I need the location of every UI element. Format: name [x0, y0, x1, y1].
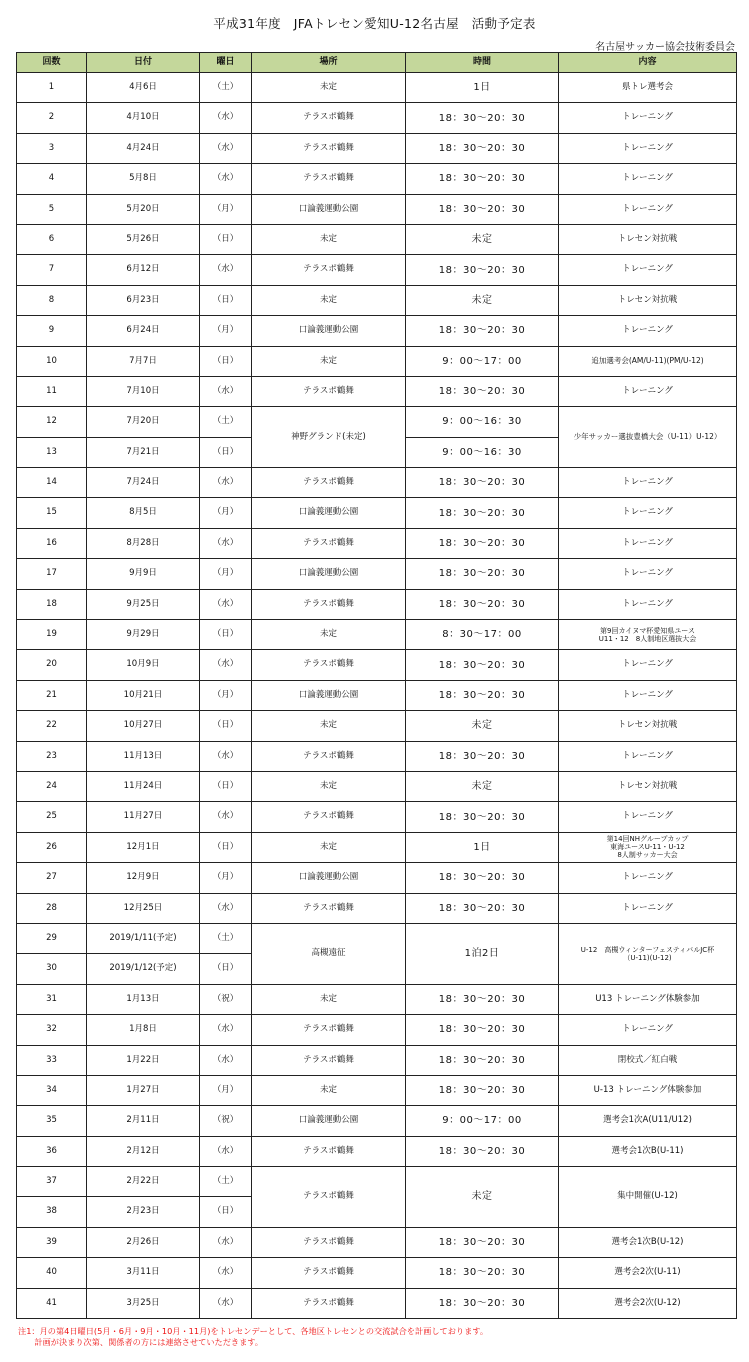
cell-date: 7月24日 — [87, 468, 200, 498]
cell-date: 10月9日 — [87, 650, 200, 680]
cell-day: （水） — [200, 164, 252, 194]
cell-time: 未定 — [406, 771, 559, 801]
cell-time: 未定 — [406, 711, 559, 741]
cell-no: 7 — [17, 255, 87, 285]
table-row — [17, 680, 737, 710]
page-title: 平成31年度 JFAトレセン愛知U-12名古屋 活動予定表 — [213, 16, 536, 31]
cell-date: 1月22日 — [87, 1045, 200, 1075]
table-row — [17, 1288, 737, 1318]
table-row — [17, 103, 737, 133]
cell-content: トレーニング — [559, 528, 737, 558]
cell-date: 2019/1/12(予定) — [87, 954, 200, 984]
cell-place: テラスポ鶴舞 — [252, 802, 406, 832]
cell-time: 18：30～20：30 — [406, 103, 559, 133]
cell-time: 18：30～20：30 — [406, 1075, 559, 1105]
cell-time: 9：00～16：30 — [406, 437, 559, 467]
cell-date: 1月13日 — [87, 984, 200, 1014]
header-time: 時間 — [406, 53, 559, 73]
cell-place: テラスポ鶴舞 — [252, 103, 406, 133]
cell-time: 18：30～20：30 — [406, 589, 559, 619]
cell-content: トレセン対抗戦 — [559, 711, 737, 741]
cell-date: 10月21日 — [87, 680, 200, 710]
table-row — [17, 255, 737, 285]
table-row — [17, 1167, 737, 1197]
organization-name: 名古屋サッカー協会技術委員会 — [595, 42, 735, 53]
cell-time: 1日 — [406, 73, 559, 103]
cell-no: 4 — [17, 164, 87, 194]
table-row — [17, 620, 737, 650]
cell-time: 18：30～20：30 — [406, 680, 559, 710]
cell-no: 39 — [17, 1227, 87, 1257]
cell-date: 1月27日 — [87, 1075, 200, 1105]
cell-content: U-13 トレーニング体験参加 — [559, 1075, 737, 1105]
cell-date: 8月28日 — [87, 528, 200, 558]
cell-day: （土） — [200, 923, 252, 953]
cell-day: （水） — [200, 1227, 252, 1257]
table-row — [17, 498, 737, 528]
cell-day: （水） — [200, 1288, 252, 1318]
schedule-table — [16, 52, 737, 1319]
cell-date: 1月8日 — [87, 1015, 200, 1045]
cell-date: 9月29日 — [87, 620, 200, 650]
cell-content: 第14回NHグループカップ 東海ユースU-11・U-12 8人制サッカー大会 — [559, 832, 737, 862]
cell-no: 17 — [17, 559, 87, 589]
cell-place: 口論義運動公園 — [252, 559, 406, 589]
cell-time: 未定 — [406, 1167, 559, 1228]
table-row — [17, 1075, 737, 1105]
footnote-line-2: 計画が決まり次第、関係者の方には連絡させていただきます。 — [18, 1337, 263, 1348]
table-row — [17, 741, 737, 771]
cell-content: トレーニング — [559, 164, 737, 194]
cell-content: トレーニング — [559, 316, 737, 346]
cell-date: 12月25日 — [87, 893, 200, 923]
table-row — [17, 559, 737, 589]
table-row — [17, 1015, 737, 1045]
cell-content: 第9回カイヌマ杯愛知県ユース U11・12 8人制地区選抜大会 — [559, 620, 737, 650]
cell-date: 11月13日 — [87, 741, 200, 771]
cell-date: 2月22日 — [87, 1167, 200, 1197]
cell-no: 3 — [17, 133, 87, 163]
header-day: 曜日 — [200, 53, 252, 73]
cell-time: 1泊2日 — [406, 923, 559, 984]
cell-content: 閉校式／紅白戦 — [559, 1045, 737, 1075]
cell-no: 6 — [17, 224, 87, 254]
cell-no: 30 — [17, 954, 87, 984]
cell-time: 18：30～20：30 — [406, 741, 559, 771]
cell-place: 口論義運動公園 — [252, 316, 406, 346]
cell-place: テラスポ鶴舞 — [252, 468, 406, 498]
cell-no: 19 — [17, 620, 87, 650]
cell-day: （月） — [200, 316, 252, 346]
footnote-line-1: 注1：月の第4日曜日(5月・6月・9月・10月・11月)をトレセンデーとして、各地区トレセンとの交流試合を計画しております。 — [18, 1326, 489, 1336]
cell-day: （水） — [200, 1015, 252, 1045]
cell-place: 未定 — [252, 771, 406, 801]
cell-content: 選考会1次A(U11/U12) — [559, 1106, 737, 1136]
table-row — [17, 802, 737, 832]
cell-no: 13 — [17, 437, 87, 467]
header-date: 日付 — [87, 53, 200, 73]
cell-time: 18：30～20：30 — [406, 316, 559, 346]
cell-day: （水） — [200, 528, 252, 558]
cell-time: 18：30～20：30 — [406, 802, 559, 832]
table-row — [17, 73, 737, 103]
cell-date: 11月24日 — [87, 771, 200, 801]
cell-place: 未定 — [252, 73, 406, 103]
header-place: 場所 — [252, 53, 406, 73]
table-row — [17, 711, 737, 741]
cell-time: 18：30～20：30 — [406, 1258, 559, 1288]
cell-date: 7月7日 — [87, 346, 200, 376]
table-row — [17, 893, 737, 923]
cell-day: （土） — [200, 73, 252, 103]
table-header-row — [17, 53, 737, 73]
cell-no: 21 — [17, 680, 87, 710]
table-row — [17, 923, 737, 953]
cell-day: （土） — [200, 407, 252, 437]
cell-content: トレーニング — [559, 680, 737, 710]
table-row — [17, 771, 737, 801]
cell-time: 8：30～17：00 — [406, 620, 559, 650]
table-row — [17, 285, 737, 315]
cell-place: テラスポ鶴舞 — [252, 255, 406, 285]
cell-place: 神野グランド(未定) — [252, 407, 406, 468]
cell-content: トレーニング — [559, 194, 737, 224]
table-row — [17, 346, 737, 376]
cell-no: 23 — [17, 741, 87, 771]
cell-no: 28 — [17, 893, 87, 923]
cell-date: 5月8日 — [87, 164, 200, 194]
cell-day: （日） — [200, 832, 252, 862]
cell-no: 35 — [17, 1106, 87, 1136]
cell-place: テラスポ鶴舞 — [252, 528, 406, 558]
cell-date: 6月23日 — [87, 285, 200, 315]
cell-place: テラスポ鶴舞 — [252, 1288, 406, 1318]
cell-content: 集中開催(U-12) — [559, 1167, 737, 1228]
cell-no: 14 — [17, 468, 87, 498]
cell-day: （日） — [200, 711, 252, 741]
cell-date: 2019/1/11(予定) — [87, 923, 200, 953]
cell-date: 6月12日 — [87, 255, 200, 285]
table-row — [17, 407, 737, 437]
cell-place: 未定 — [252, 711, 406, 741]
table-row — [17, 1227, 737, 1257]
cell-day: （水） — [200, 133, 252, 163]
cell-content: トレーニング — [559, 893, 737, 923]
cell-time: 18：30～20：30 — [406, 164, 559, 194]
cell-no: 8 — [17, 285, 87, 315]
cell-place: 口論義運動公園 — [252, 680, 406, 710]
cell-place: テラスポ鶴舞 — [252, 133, 406, 163]
cell-date: 5月20日 — [87, 194, 200, 224]
cell-no: 2 — [17, 103, 87, 133]
cell-date: 7月10日 — [87, 376, 200, 406]
schedule-rows — [17, 73, 737, 1319]
cell-day: （日） — [200, 620, 252, 650]
cell-no: 27 — [17, 863, 87, 893]
cell-no: 31 — [17, 984, 87, 1014]
cell-date: 12月9日 — [87, 863, 200, 893]
cell-content: トレーニング — [559, 650, 737, 680]
cell-day: （日） — [200, 224, 252, 254]
cell-place: テラスポ鶴舞 — [252, 376, 406, 406]
cell-date: 3月25日 — [87, 1288, 200, 1318]
cell-date: 12月1日 — [87, 832, 200, 862]
cell-place: テラスポ鶴舞 — [252, 1045, 406, 1075]
cell-content: トレーニング — [559, 255, 737, 285]
cell-date: 11月27日 — [87, 802, 200, 832]
cell-content: トレセン対抗戦 — [559, 771, 737, 801]
table-row — [17, 1045, 737, 1075]
table-row — [17, 224, 737, 254]
cell-no: 10 — [17, 346, 87, 376]
cell-place: 口論義運動公園 — [252, 1106, 406, 1136]
cell-no: 24 — [17, 771, 87, 801]
cell-day: （水） — [200, 1258, 252, 1288]
cell-place: テラスポ鶴舞 — [252, 589, 406, 619]
cell-time: 18：30～20：30 — [406, 376, 559, 406]
cell-date: 9月25日 — [87, 589, 200, 619]
cell-place: テラスポ鶴舞 — [252, 1258, 406, 1288]
cell-no: 38 — [17, 1197, 87, 1227]
table-row — [17, 832, 737, 862]
cell-place: 未定 — [252, 224, 406, 254]
cell-date: 2月26日 — [87, 1227, 200, 1257]
cell-place: 口論義運動公園 — [252, 194, 406, 224]
cell-day: （日） — [200, 285, 252, 315]
cell-place: 口論義運動公園 — [252, 863, 406, 893]
cell-time: 18：30～20：30 — [406, 893, 559, 923]
cell-no: 11 — [17, 376, 87, 406]
cell-day: （水） — [200, 741, 252, 771]
cell-no: 26 — [17, 832, 87, 862]
cell-time: 18：30～20：30 — [406, 255, 559, 285]
cell-no: 22 — [17, 711, 87, 741]
cell-place: 高槻遠征 — [252, 923, 406, 984]
cell-no: 36 — [17, 1136, 87, 1166]
cell-content: 選考会1次B(U-12) — [559, 1227, 737, 1257]
cell-time: 未定 — [406, 285, 559, 315]
cell-time: 18：30～20：30 — [406, 984, 559, 1014]
cell-time: 未定 — [406, 224, 559, 254]
cell-day: （水） — [200, 1136, 252, 1166]
cell-date: 4月6日 — [87, 73, 200, 103]
cell-no: 20 — [17, 650, 87, 680]
cell-content: トレーニング — [559, 498, 737, 528]
cell-content: トレセン対抗戦 — [559, 224, 737, 254]
cell-place: 口論義運動公園 — [252, 498, 406, 528]
table-row — [17, 316, 737, 346]
cell-date: 8月5日 — [87, 498, 200, 528]
cell-content: トレーニング — [559, 802, 737, 832]
cell-time: 9：00～16：30 — [406, 407, 559, 437]
cell-content: トレセン対抗戦 — [559, 285, 737, 315]
cell-no: 12 — [17, 407, 87, 437]
cell-day: （水） — [200, 893, 252, 923]
cell-day: （水） — [200, 589, 252, 619]
table-row — [17, 528, 737, 558]
cell-no: 15 — [17, 498, 87, 528]
cell-no: 29 — [17, 923, 87, 953]
cell-place: 未定 — [252, 984, 406, 1014]
cell-day: （日） — [200, 954, 252, 984]
table-row — [17, 984, 737, 1014]
table-row — [17, 1258, 737, 1288]
cell-day: （祝） — [200, 984, 252, 1014]
cell-content: U13 トレーニング体験参加 — [559, 984, 737, 1014]
cell-place: テラスポ鶴舞 — [252, 1227, 406, 1257]
cell-day: （水） — [200, 650, 252, 680]
cell-place: テラスポ鶴舞 — [252, 741, 406, 771]
cell-time: 18：30～20：30 — [406, 1045, 559, 1075]
cell-content: トレーニング — [559, 741, 737, 771]
cell-content: トレーニング — [559, 589, 737, 619]
table-row — [17, 133, 737, 163]
cell-day: （祝） — [200, 1106, 252, 1136]
cell-no: 5 — [17, 194, 87, 224]
cell-content: トレーニング — [559, 863, 737, 893]
cell-date: 5月26日 — [87, 224, 200, 254]
cell-no: 1 — [17, 73, 87, 103]
cell-content: トレーニング — [559, 376, 737, 406]
cell-time: 9：00～17：00 — [406, 346, 559, 376]
cell-day: （月） — [200, 680, 252, 710]
cell-date: 2月12日 — [87, 1136, 200, 1166]
cell-time: 18：30～20：30 — [406, 1015, 559, 1045]
cell-content: 選考会2次(U-11) — [559, 1258, 737, 1288]
cell-time: 18：30～20：30 — [406, 1136, 559, 1166]
cell-day: （日） — [200, 437, 252, 467]
table-row — [17, 589, 737, 619]
cell-content: 選考会1次B(U-11) — [559, 1136, 737, 1166]
cell-content: トレーニング — [559, 468, 737, 498]
cell-place: テラスポ鶴舞 — [252, 1015, 406, 1045]
cell-place: テラスポ鶴舞 — [252, 650, 406, 680]
table-row — [17, 164, 737, 194]
cell-place: テラスポ鶴舞 — [252, 1136, 406, 1166]
table-row — [17, 1136, 737, 1166]
cell-no: 41 — [17, 1288, 87, 1318]
cell-place: テラスポ鶴舞 — [252, 164, 406, 194]
cell-no: 25 — [17, 802, 87, 832]
cell-no: 16 — [17, 528, 87, 558]
cell-day: （月） — [200, 559, 252, 589]
cell-date: 2月11日 — [87, 1106, 200, 1136]
cell-day: （水） — [200, 255, 252, 285]
cell-time: 18：30～20：30 — [406, 1288, 559, 1318]
cell-time: 18：30～20：30 — [406, 650, 559, 680]
cell-day: （水） — [200, 468, 252, 498]
cell-date: 7月20日 — [87, 407, 200, 437]
cell-time: 1日 — [406, 832, 559, 862]
cell-place: テラスポ鶴舞 — [252, 1167, 406, 1228]
cell-no: 37 — [17, 1167, 87, 1197]
cell-day: （水） — [200, 103, 252, 133]
cell-time: 18：30～20：30 — [406, 498, 559, 528]
footnote — [18, 1326, 488, 1348]
cell-day: （日） — [200, 346, 252, 376]
cell-day: （月） — [200, 194, 252, 224]
cell-content: 少年サッカー選抜豊橋大会（U-11）U-12） — [559, 407, 737, 468]
cell-day: （水） — [200, 376, 252, 406]
cell-content: 選考会2次(U-12) — [559, 1288, 737, 1318]
cell-no: 32 — [17, 1015, 87, 1045]
cell-date: 2月23日 — [87, 1197, 200, 1227]
table-row — [17, 650, 737, 680]
cell-place: 未定 — [252, 620, 406, 650]
cell-day: （土） — [200, 1167, 252, 1197]
cell-content: 県トレ選考会 — [559, 73, 737, 103]
cell-time: 18：30～20：30 — [406, 863, 559, 893]
cell-content: トレーニング — [559, 103, 737, 133]
cell-date: 6月24日 — [87, 316, 200, 346]
cell-no: 9 — [17, 316, 87, 346]
cell-content: U-12 高槻ウィンターフェスティバルJC杯 （U-11)(U-12) — [559, 923, 737, 984]
cell-day: （水） — [200, 802, 252, 832]
cell-date: 9月9日 — [87, 559, 200, 589]
cell-day: （月） — [200, 863, 252, 893]
cell-place: テラスポ鶴舞 — [252, 893, 406, 923]
cell-day: （月） — [200, 1075, 252, 1105]
cell-time: 18：30～20：30 — [406, 133, 559, 163]
table-row — [17, 468, 737, 498]
cell-day: （月） — [200, 498, 252, 528]
cell-date: 4月24日 — [87, 133, 200, 163]
cell-no: 40 — [17, 1258, 87, 1288]
cell-day: （日） — [200, 771, 252, 801]
cell-date: 10月27日 — [87, 711, 200, 741]
cell-content: トレーニング — [559, 1015, 737, 1045]
cell-time: 18：30～20：30 — [406, 194, 559, 224]
cell-day: （日） — [200, 1197, 252, 1227]
header-no: 回数 — [17, 53, 87, 73]
table-row — [17, 1106, 737, 1136]
cell-time: 18：30～20：30 — [406, 1227, 559, 1257]
table-row — [17, 376, 737, 406]
cell-no: 18 — [17, 589, 87, 619]
cell-day: （水） — [200, 1045, 252, 1075]
cell-place: 未定 — [252, 1075, 406, 1105]
cell-time: 18：30～20：30 — [406, 468, 559, 498]
cell-place: 未定 — [252, 285, 406, 315]
cell-date: 3月11日 — [87, 1258, 200, 1288]
cell-content: トレーニング — [559, 133, 737, 163]
cell-content: トレーニング — [559, 559, 737, 589]
table-row — [17, 863, 737, 893]
cell-place: 未定 — [252, 832, 406, 862]
cell-date: 7月21日 — [87, 437, 200, 467]
cell-content: 追加選考会(AM/U-11)(PM/U-12) — [559, 346, 737, 376]
cell-no: 34 — [17, 1075, 87, 1105]
header-content: 内容 — [559, 53, 737, 73]
cell-time: 9：00～17：00 — [406, 1106, 559, 1136]
cell-no: 33 — [17, 1045, 87, 1075]
cell-place: 未定 — [252, 346, 406, 376]
cell-time: 18：30～20：30 — [406, 559, 559, 589]
cell-time: 18：30～20：30 — [406, 528, 559, 558]
table-row — [17, 194, 737, 224]
cell-date: 4月10日 — [87, 103, 200, 133]
